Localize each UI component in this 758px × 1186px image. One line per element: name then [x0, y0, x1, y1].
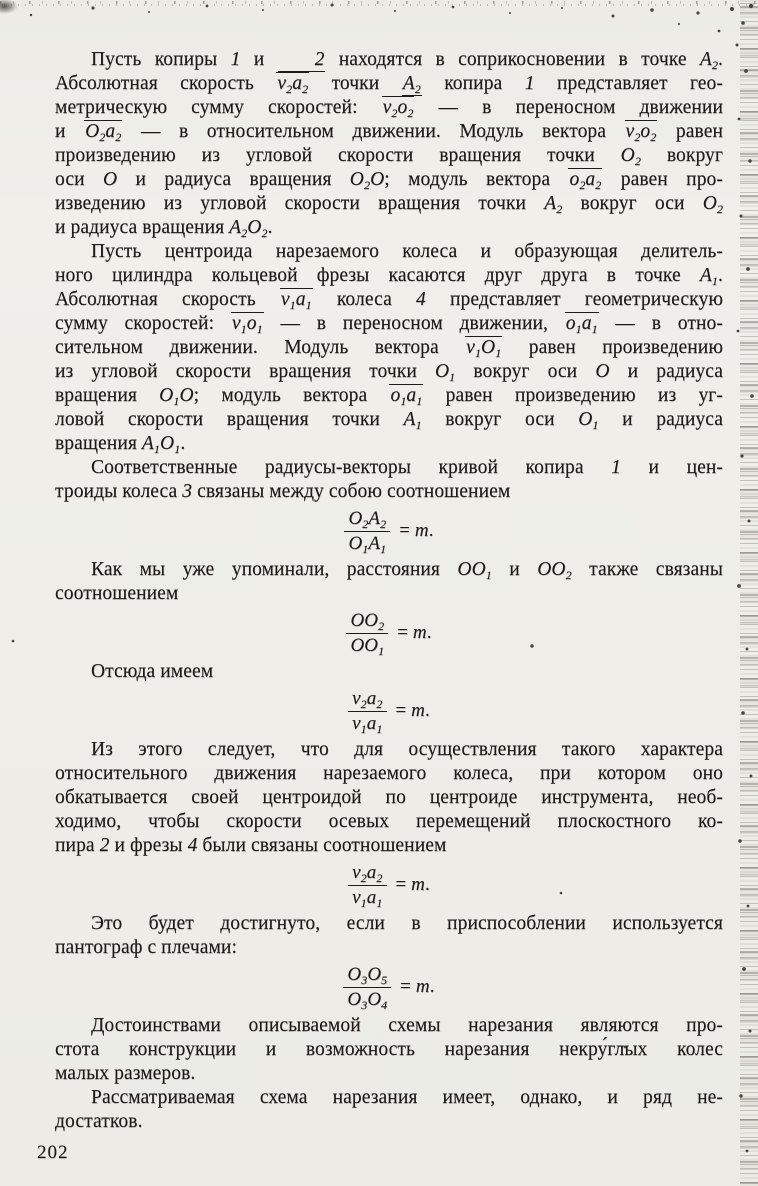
text-line: Из этого следует, что для осуществления такого характера: [91, 739, 723, 760]
paragraph: [55, 240, 723, 456]
math-symbol: $O_3O_4$: [347, 988, 388, 1012]
math-symbol: $O_2a_2$: [85, 121, 122, 144]
math-symbol: $OO_2$: [537, 559, 572, 582]
text-line: соотношением: [55, 583, 179, 604]
text-line: стота конструкции и возможность нарезания некру́глых колес: [55, 1039, 723, 1060]
text-line: оси O и радиуса вращения $O_2O$; модуль вектора $o_2a_2$ равен про-: [55, 169, 723, 192]
text-line: Это будет достигнуто, если в приспособлении используется: [91, 913, 723, 934]
page-number: 202: [37, 1142, 69, 1163]
math-symbol: $OO_1$: [457, 559, 492, 582]
math-symbol: 1: [524, 73, 535, 94]
math-symbol: $v_1O_1$: [466, 337, 502, 360]
text-line: ловой скорости вращения точки $A_1$ вокруг оси $O_1$ и радиуса: [55, 409, 723, 432]
text-line: пира 2 и фрезы 4 были связаны соотношением: [55, 835, 447, 856]
math-symbol: 1: [230, 49, 241, 70]
math-symbol: m: [411, 700, 425, 721]
math-symbol: $OO_2$: [350, 609, 385, 633]
math-symbol: $O_1$: [578, 409, 599, 432]
math-symbol: $v_1a_1$: [352, 712, 383, 736]
fraction: [348, 863, 386, 908]
fraction-numerator: [343, 965, 391, 988]
fraction-denominator: [344, 532, 390, 554]
math-symbol: $v_2a_2$: [277, 73, 309, 96]
fraction-denominator: [343, 988, 391, 1010]
math-symbol: $A_1$: [699, 265, 719, 288]
fraction-numerator: [346, 611, 388, 634]
formula-rhs: = m.: [395, 700, 430, 721]
math-symbol: $o_2a_2$: [569, 169, 602, 192]
math-symbol: $A_1$: [403, 409, 422, 432]
text-line: Абсолютная скорость $v_2a_2$ точки $A_2$ копира 1 представляет гео-: [55, 73, 724, 96]
fraction-denominator: [348, 712, 386, 734]
text-line: произведению из угловой скорости вращения точки $O_2$ вокруг: [55, 145, 723, 168]
paragraph: [55, 48, 723, 240]
math-symbol: 1: [611, 457, 621, 478]
fraction: [343, 965, 391, 1010]
math-symbol: m: [412, 622, 427, 643]
formula-rhs: = m.: [395, 874, 430, 895]
text-line: Пусть центроида нарезаемого колеса и образующая делитель-: [91, 241, 723, 262]
math-symbol: 2: [278, 50, 326, 72]
formula: [55, 688, 723, 734]
math-symbol: 4: [416, 289, 426, 310]
math-symbol: $OO_1$: [350, 634, 385, 658]
math-symbol: $O_3O_5$: [347, 963, 388, 987]
text-line: малых размеров.: [55, 1063, 196, 1084]
text-line: Отсюда имеем: [91, 661, 214, 682]
math-symbol: $v_1o_1$: [231, 313, 263, 336]
paragraph: [55, 738, 723, 858]
fraction: [346, 611, 388, 656]
fraction-numerator: [348, 689, 386, 712]
math-symbol: $O_1$: [434, 361, 456, 384]
math-symbol: $v_2a_2$: [352, 687, 383, 711]
math-symbol: $v_2a_2$: [352, 861, 383, 885]
math-symbol: 3: [182, 481, 193, 502]
paragraph: [55, 1014, 723, 1086]
fraction: [348, 689, 386, 734]
math-symbol: $A_2$: [699, 49, 719, 72]
text-line: метрическую сумму скоростей: $v_2o_2$ — в переносном движении: [55, 97, 723, 120]
formula-rhs: = m.: [400, 976, 435, 997]
fraction-numerator: [348, 863, 386, 886]
math-symbol: $A_2$: [402, 73, 421, 96]
math-symbol: $A_2$: [544, 193, 563, 216]
text-line: вращения $A_1O_1$.: [55, 433, 186, 456]
text-line: относительного движения нарезаемого колеса, при котором оно: [55, 763, 723, 784]
fraction-denominator: [346, 634, 388, 656]
math-symbol: m: [414, 520, 429, 541]
math-symbol: $O_2O$: [349, 169, 385, 192]
math-symbol: $o_1a_1$: [565, 313, 598, 336]
formula-rhs: = m.: [399, 520, 434, 541]
scan-noise-right-edge: [740, 0, 758, 1186]
fraction-denominator: [348, 886, 386, 908]
text-line: Абсолютная скорость $v_1a_1$ колеса 4 представляет геометрическую: [55, 289, 723, 312]
fraction-numerator: [344, 509, 390, 532]
scan-noise-top-edge: [0, 0, 758, 8]
paragraph: [55, 456, 723, 504]
math-symbol: $o_1a_1$: [390, 385, 423, 408]
paragraph: [55, 660, 723, 684]
math-symbol: O: [595, 361, 610, 382]
text-line: Соответственные радиусы-векторы кривой копира 1 и цен-: [91, 457, 723, 478]
math-symbol: $O_1O$: [159, 385, 194, 408]
math-symbol: $O_2$: [702, 193, 723, 216]
math-symbol: m: [411, 874, 425, 895]
text-line: сительном движении. Модуль вектора $v_1O_1$ равен произведению: [55, 337, 723, 360]
formula: [55, 508, 723, 554]
math-symbol: m: [415, 976, 430, 997]
text-line: вращения $O_1O$; модуль вектора $o_1a_1$ равен произведению из уг-: [55, 385, 724, 408]
math-symbol: 2: [99, 835, 110, 856]
formula: [55, 610, 723, 656]
text-line: сумму скоростей: $v_1o_1$ — в переносном движении, $o_1a_1$ — в отно-: [55, 313, 723, 336]
text-line: Пусть копиры 1 и 2 находятся в соприкосновении в точке $A_2$.: [91, 49, 723, 72]
text-line: Как мы уже упоминали, расстояния $OO_1$ и $OO_2$ также связаны: [91, 559, 723, 582]
text-line: и радиуса вращения $A_2O_2$.: [55, 217, 273, 240]
math-symbol: $O_2A_2$: [348, 507, 387, 531]
text-line: ного цилиндра кольцевой фрезы касаются друг друга в точке $A_1$.: [55, 265, 723, 288]
paragraph: [55, 912, 723, 960]
math-symbol: 4: [187, 835, 198, 856]
text-line: Рассматриваемая схема нарезания имеет, однако, и ряд не-: [91, 1087, 723, 1108]
text-line: пантограф с плечами:: [55, 937, 237, 958]
text-line: из угловой скорости вращения точки $O_1$ вокруг оси O и радиуса: [55, 361, 723, 384]
math-symbol: $O_1A_1$: [348, 532, 387, 556]
text-line: обкатывается своей центроидой по центроиде инструмента, необ-: [55, 787, 723, 808]
formula: [55, 862, 723, 908]
text-line: и $O_2a_2$ — в относительном движении. Модуль вектора $v_2o_2$ равен: [55, 121, 723, 144]
paragraph: [55, 1086, 723, 1134]
math-symbol: $O_2$: [620, 145, 641, 168]
text-line: Достоинствами описываемой схемы нарезания являются про-: [91, 1015, 723, 1036]
math-symbol: $A_1O_1$: [141, 433, 181, 456]
text-line: изведению из угловой скорости вращения точки $A_2$ вокруг оси $O_2$: [55, 193, 723, 216]
scan-specks: [0, 0, 2, 2]
math-symbol: $v_1a_1$: [280, 289, 312, 312]
fraction: [344, 509, 390, 554]
formula: [55, 964, 723, 1010]
scan-blob-top-left: [0, 0, 18, 14]
text-line: достатков.: [55, 1111, 143, 1132]
math-symbol: O: [102, 169, 118, 190]
math-symbol: $v_2o_2$: [382, 97, 414, 120]
text-line: ходимо, чтобы скорости осевых перемещений плоскостного ко-: [55, 811, 723, 832]
formula-rhs: = m.: [397, 622, 432, 643]
math-symbol: $A_2O_2$: [229, 217, 268, 240]
text-column: [55, 48, 723, 1134]
paragraph: [55, 558, 723, 606]
math-symbol: $v_1a_1$: [352, 886, 383, 910]
math-symbol: $v_2o_2$: [625, 121, 657, 144]
text-line: троиды колеса 3 связаны между собою соотношением: [55, 481, 511, 502]
